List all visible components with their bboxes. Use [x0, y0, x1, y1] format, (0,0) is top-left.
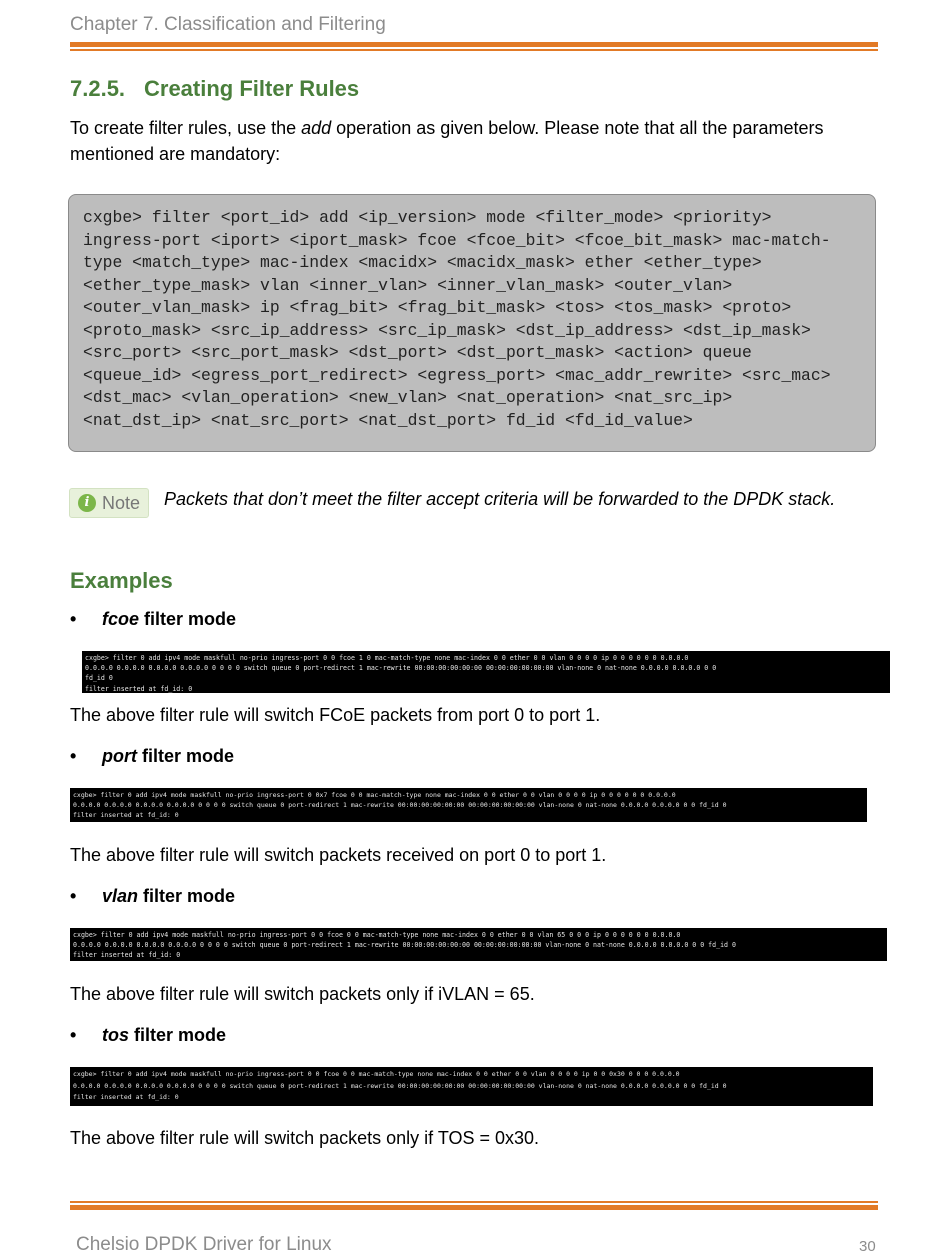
examples-heading: Examples	[70, 568, 173, 593]
bullet-dot: •	[70, 609, 77, 629]
intro-paragraph	[70, 115, 880, 167]
example-caption-tos: The above filter rule will switch packets only if TOS = 0x30.	[70, 1128, 540, 1148]
syntax-line: type <match_type> mac-index <macidx> <macidx_mask> ether <ether_type>	[83, 253, 762, 272]
syntax-line: <ether_type_mask> vlan <inner_vlan> <inner_vlan_mask> <outer_vlan>	[83, 275, 733, 295]
section-number: 7.2.5.	[70, 76, 126, 101]
example-mode-suffix: filter mode	[139, 609, 237, 629]
intro-text-after: operation as given below. Please note that all the parameters mentioned are mandatory:	[70, 118, 824, 164]
terminal-line: filter inserted at fd_id: 0	[73, 1093, 179, 1101]
syntax-line: <outer_vlan_mask> ip <frag_bit> <frag_bit_mask> <tos> <tos_mask> <proto>	[83, 298, 792, 317]
header-rule-thin	[70, 49, 878, 51]
syntax-line: cxgbe> filter <port_id> add <ip_version> mode <filter_mode> <priority>	[83, 208, 772, 227]
footer-title: Chelsio DPDK Driver for Linux	[76, 1234, 332, 1255]
terminal-line: 0.0.0.0 0.0.0.0 0.0.0.0 0.0.0.0 0 0 0 0 switch queue 0 port-redirect 1 mac-rewrite 00:00:00:00:00:00 00:00:00:00:00:00 vlan-none 0 nat-none 0.0.0.0 0.0.0.0 0 0 fd_id 0	[73, 801, 727, 810]
terminal-line: cxgbe> filter 0 add ipv4 mode maskfull no-prio ingress-port 0 0 fcoe 1 0 mac-match-type none mac-index 0 0 ether 0 0 vlan 0 0 0 0 ip 0 0 0 0 0 0 0.0.0.0	[85, 654, 689, 662]
bullet-dot: •	[70, 746, 77, 766]
syntax-line: <queue_id> <egress_port_redirect> <egress_port> <mac_addr_rewrite> <src_mac>	[83, 365, 831, 385]
note-text: Packets that don’t meet the filter accept criteria will be forwarded to the DPDK stack.	[164, 489, 836, 509]
terminal-line: filter inserted at fd_id: 0	[85, 684, 193, 693]
example-caption-vlan: The above filter rule will switch packets only if iVLAN = 65.	[70, 984, 535, 1004]
syntax-line: <proto_mask> <src_ip_address> <src_ip_mask> <dst_ip_address> <dst_ip_mask>	[83, 320, 811, 340]
terminal-line: cxgbe> filter 0 add ipv4 mode maskfull no-prio ingress-port 0 0x7 fcoe 0 0 mac-match-type none mac-index 0 0 ether 0 0 vlan 0 0 0 0 ip 0 0 0 0 0 0 0.0.0.0	[73, 791, 676, 799]
example-mode-suffix: filter mode	[138, 886, 236, 906]
syntax-line: <nat_dst_ip> <nat_src_port> <nat_dst_port> fd_id <fd_id_value>	[83, 410, 693, 430]
section-heading	[70, 76, 359, 102]
example-mode: tos	[102, 1025, 129, 1045]
header-rule-thick	[70, 42, 878, 47]
example-caption-fcoe: The above filter rule will switch FCoE packets from port 0 to port 1.	[70, 705, 601, 725]
bullet-dot: •	[70, 886, 77, 906]
example-mode-suffix: filter mode	[137, 746, 235, 766]
info-icon: i	[78, 494, 96, 512]
example-mode: vlan	[102, 886, 139, 906]
terminal-line: 0.0.0.0 0.0.0.0 0.0.0.0 0.0.0.0 0 0 0 0 switch queue 0 port-redirect 1 mac-rewrite 00:00:00:00:00:00 00:00:00:00:00:00 vlan-none 0 nat-none 0.0.0.0 0.0.0.0 0 0 fd_id 0	[73, 1081, 727, 1090]
chapter-header: Chapter 7. Classification and Filtering	[70, 14, 386, 35]
section-title: Creating Filter Rules	[144, 76, 360, 101]
terminal-screenshot-port	[70, 788, 867, 822]
syntax-line: <src_port> <src_port_mask> <dst_port> <dst_port_mask> <action> queue	[83, 343, 752, 362]
example-mode: port	[102, 746, 137, 766]
terminal-line: filter inserted at fd_id: 0	[73, 951, 181, 960]
intro-text-before: To create filter rules, use the	[70, 118, 302, 138]
example-mode: fcoe	[102, 609, 140, 629]
terminal-line: cxgbe> filter 0 add ipv4 mode maskfull no-prio ingress-port 0 0 fcoe 0 0 mac-match-type none mac-index 0 0 ether 0 0 vlan 0 0 0 0 ip 0 0 0x30 0 0 0 0.0.0.0	[73, 1070, 680, 1078]
syntax-line: <dst_mac> <vlan_operation> <new_vlan> <nat_operation> <nat_src_ip>	[83, 388, 733, 407]
page-number: 30	[859, 1238, 876, 1255]
terminal-screenshot-vlan	[70, 928, 887, 961]
terminal-line: fd_id 0	[85, 674, 113, 683]
bullet-dot: •	[70, 1025, 77, 1045]
syntax-line: ingress-port <iport> <iport_mask> fcoe <fcoe_bit> <fcoe_bit_mask> mac-match-	[83, 230, 831, 250]
note-badge	[69, 488, 149, 518]
terminal-line: 0.0.0.0 0.0.0.0 0.0.0.0 0.0.0.0 0 0 0 0 switch queue 0 port-redirect 1 mac-rewrite 00:00:00:00:00:00 00:00:00:00:00:00 vlan-none 0 nat-none 0.0.0.0 0.0.0.0 0 0	[85, 664, 717, 673]
terminal-screenshot-tos	[70, 1067, 873, 1106]
footer-rule-thick	[70, 1205, 878, 1210]
example-mode-suffix: filter mode	[129, 1025, 227, 1045]
terminal-line: cxgbe> filter 0 add ipv4 mode maskfull no-prio ingress-port 0 0 fcoe 0 0 mac-match-type none mac-index 0 0 ether 0 0 vlan 65 0 0 0 ip 0 0 0 0 0 0 0.0.0.0	[73, 931, 681, 939]
terminal-screenshot-fcoe	[82, 651, 890, 693]
syntax-code-box	[68, 194, 876, 452]
intro-emphasis: add	[301, 118, 332, 138]
example-caption-port: The above filter rule will switch packets received on port 0 to port 1.	[70, 845, 607, 865]
terminal-line: 0.0.0.0 0.0.0.0 0.0.0.0 0.0.0.0 0 0 0 0 switch queue 0 port-redirect 1 mac-rewrite 00:00:00:00:00:00 00:00:00:00:00:00 vlan-none 0 nat-none 0.0.0.0 0.0.0.0 0 0 fd_id 0	[73, 941, 736, 950]
note-label: Note	[102, 493, 141, 513]
footer-rule-thin	[70, 1201, 878, 1203]
terminal-line: filter inserted at fd_id: 0	[73, 811, 179, 820]
syntax-code	[83, 207, 875, 432]
